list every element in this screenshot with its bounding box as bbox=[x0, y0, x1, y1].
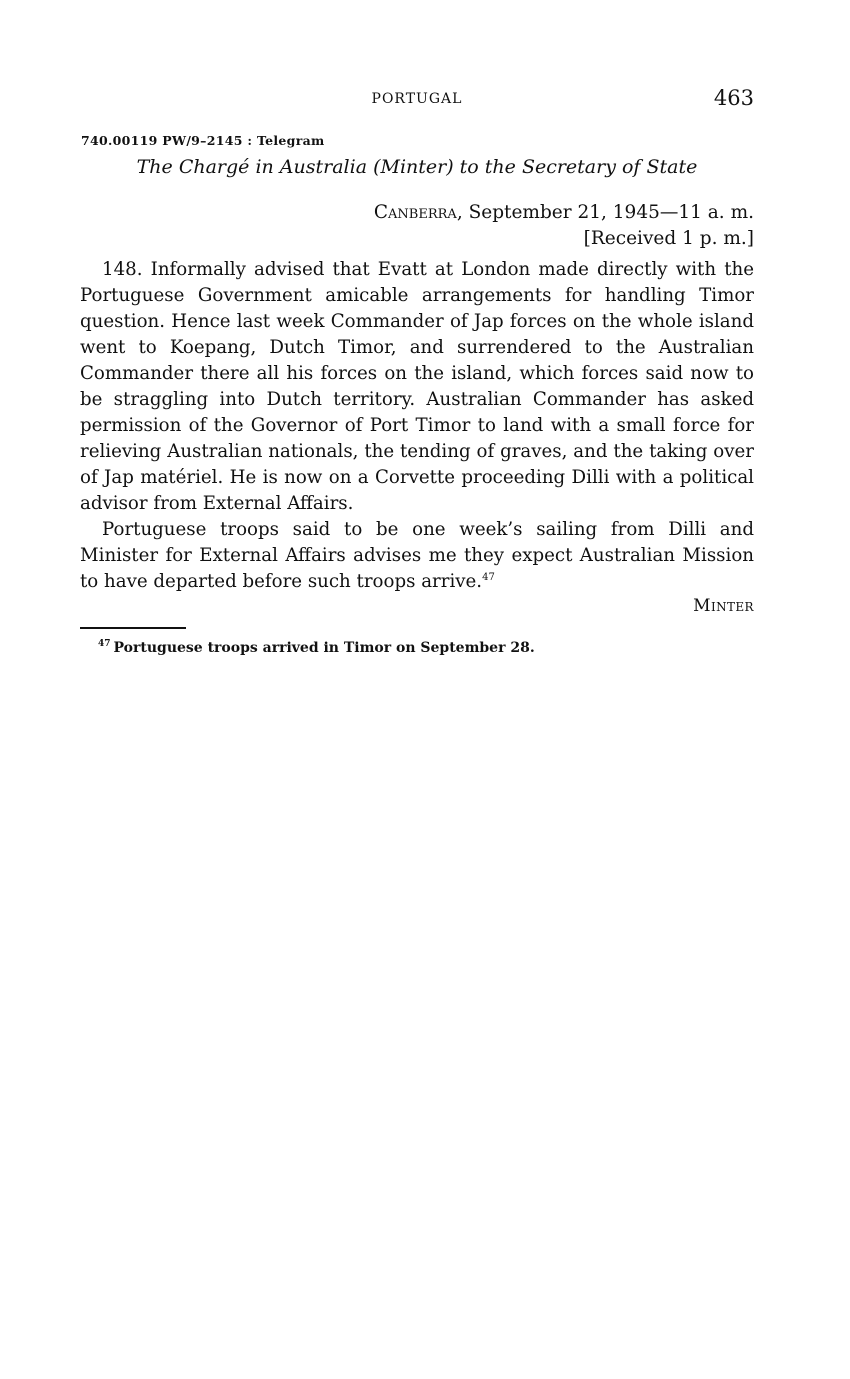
footnote-divider bbox=[80, 627, 186, 629]
paragraph-text: 148. Informally advised that Evatt at London made directly with the Portuguese Government amicable arrangements for handling Timor question. Hence last week Commander of Jap forces on the whole island went to Koepang, Dutch Timor, and surrendered to the Australian Commander there all his forces on the island, which forces said now to be straggling into Dutch territory. Australian Commander has asked permission of the Governor of Port Timor to land with a small force for relieving Australian nationals, the tending of graves, and the taking over of Jap matériel. He is now on a Corvette proceeding Dilli with a political advisor from External Affairs. bbox=[80, 259, 754, 514]
dateline-place: Canberra bbox=[373, 202, 457, 223]
footnote bbox=[98, 640, 535, 656]
dateline bbox=[374, 202, 754, 223]
paragraph-text: Portuguese troops said to be one week’s sailing from Dilli and Minister for External Affairs advises me they expect Australian Mission to have departed before such troops arrive. bbox=[80, 519, 754, 592]
received-note: [Received 1 p. m.] bbox=[583, 228, 754, 249]
footnote-mark: 47 bbox=[98, 639, 111, 650]
file-reference: 740.00119 PW/9–2145 : Telegram bbox=[81, 133, 325, 148]
footnote-reference[interactable]: 47 bbox=[482, 571, 495, 583]
body-paragraph bbox=[80, 257, 754, 517]
running-title: PORTUGAL bbox=[371, 91, 463, 107]
dateline-date: , September 21, 1945—11 a. m. bbox=[456, 202, 754, 223]
body-paragraph bbox=[80, 517, 754, 595]
footnote-text: Portuguese troops arrived in Timor on September 28. bbox=[113, 640, 535, 656]
document-heading: The Chargé in Australia (Minter) to the Secretary of State bbox=[136, 156, 698, 178]
signature: Minter bbox=[693, 596, 754, 616]
running-head bbox=[80, 86, 754, 116]
page-number: 463 bbox=[713, 86, 754, 110]
telegram-body bbox=[80, 257, 754, 595]
